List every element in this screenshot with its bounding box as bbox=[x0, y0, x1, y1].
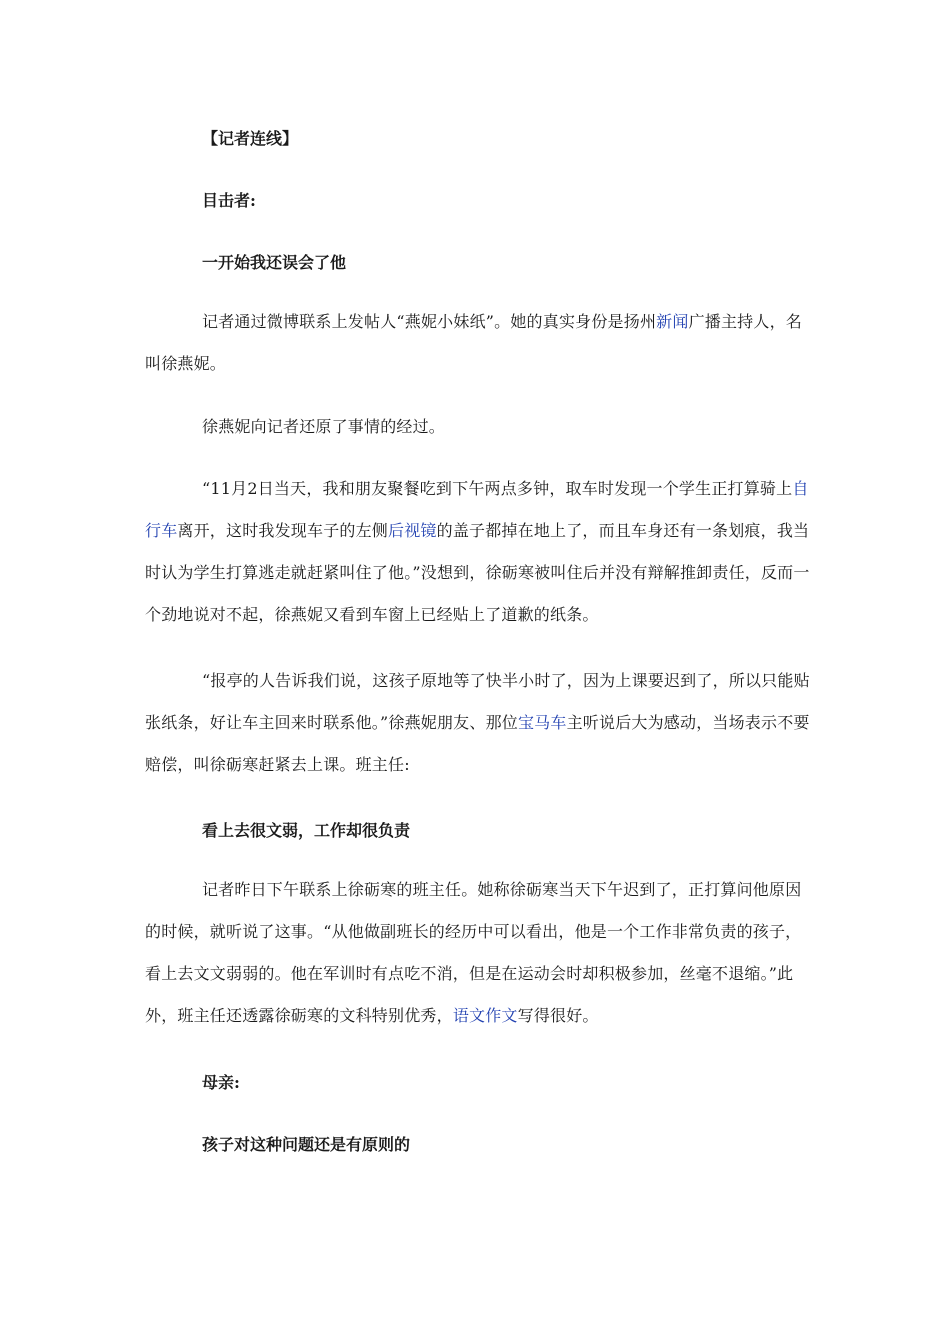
paragraph-5 bbox=[145, 869, 815, 1037]
paragraph-2-text: 徐燕妮向记者还原了事情的经过。 bbox=[202, 417, 446, 436]
link-bmw[interactable]: 宝马车 bbox=[517, 713, 567, 732]
paragraph-4 bbox=[145, 660, 815, 786]
paragraph-5-text-b: 写得很好。 bbox=[517, 1006, 599, 1025]
section-heading-witness: 目击者: bbox=[202, 191, 256, 210]
paragraph-2 bbox=[145, 406, 815, 448]
paragraph-3-text-a: “11月2日当天，我和朋友聚餐吃到下午两点多钟，取车时发现一个学生正打算骑上 bbox=[202, 479, 793, 498]
paragraph-3 bbox=[145, 468, 815, 636]
paragraph-1-text-a: 记者通过微博联系上发帖人“燕妮小妹纸”。她的真实身份是扬州 bbox=[202, 312, 657, 331]
paragraph-1 bbox=[145, 301, 815, 385]
section-heading-reporter-line: 【记者连线】 bbox=[202, 129, 299, 148]
paragraph-3-text-b: 离开，这时我发现车子的左侧 bbox=[177, 521, 389, 540]
paragraph-3-text-c: 的盖子都掉在地上了，而且车身还有一条划痕，我当时认为学生打算逃走就赶紧叫住了他。”没想到，徐砺寒被叫住后并没有辩解推卸责任，反而一个劲地说对不起，徐燕妮又看到车窗上已经贴上了道歉的纸条。 bbox=[145, 521, 810, 624]
paragraph-4-text-a: “报亭的人告诉我们说，这孩子原地等了快半小时了，因为上课要迟到了，所以只能贴张纸条，好让车主回来时联系他。”徐燕妮朋友、那位 bbox=[145, 671, 810, 732]
section-title-witness: 一开始我还误会了他 bbox=[202, 253, 347, 272]
paragraph-5-text-a: 记者昨日下午联系上徐砺寒的班主任。她称徐砺寒当天下午迟到了，正打算问他原因的时候，就听说了这事。“从他做副班长的经历中可以看出，他是一个工作非常负责的孩子，看上去文文弱弱的。他在军训时有点吃不消，但是在运动会时却积极参加，丝毫不退缩。”此外，班主任还透露徐砺寒的文科特别优秀， bbox=[145, 880, 802, 1025]
section-title-mother: 孩子对这种问题还是有原则的 bbox=[202, 1135, 411, 1154]
paragraph-4-text-b: 主听说后大为感动，当场表示不要赔偿，叫徐砺寒赶紧去上课。班主任: bbox=[145, 713, 810, 774]
link-bicycle[interactable]: 自行车 bbox=[145, 479, 809, 540]
paragraph-1-text-b: 广播主持人，名叫徐燕妮。 bbox=[145, 312, 802, 373]
link-chinese-composition[interactable]: 语文作文 bbox=[452, 1006, 518, 1025]
section-title-teacher: 看上去很文弱，工作却很负责 bbox=[202, 821, 411, 840]
link-news[interactable]: 新闻 bbox=[656, 312, 689, 331]
section-heading-mother: 母亲: bbox=[202, 1073, 240, 1092]
link-rearview-mirror[interactable]: 后视镜 bbox=[388, 521, 437, 540]
